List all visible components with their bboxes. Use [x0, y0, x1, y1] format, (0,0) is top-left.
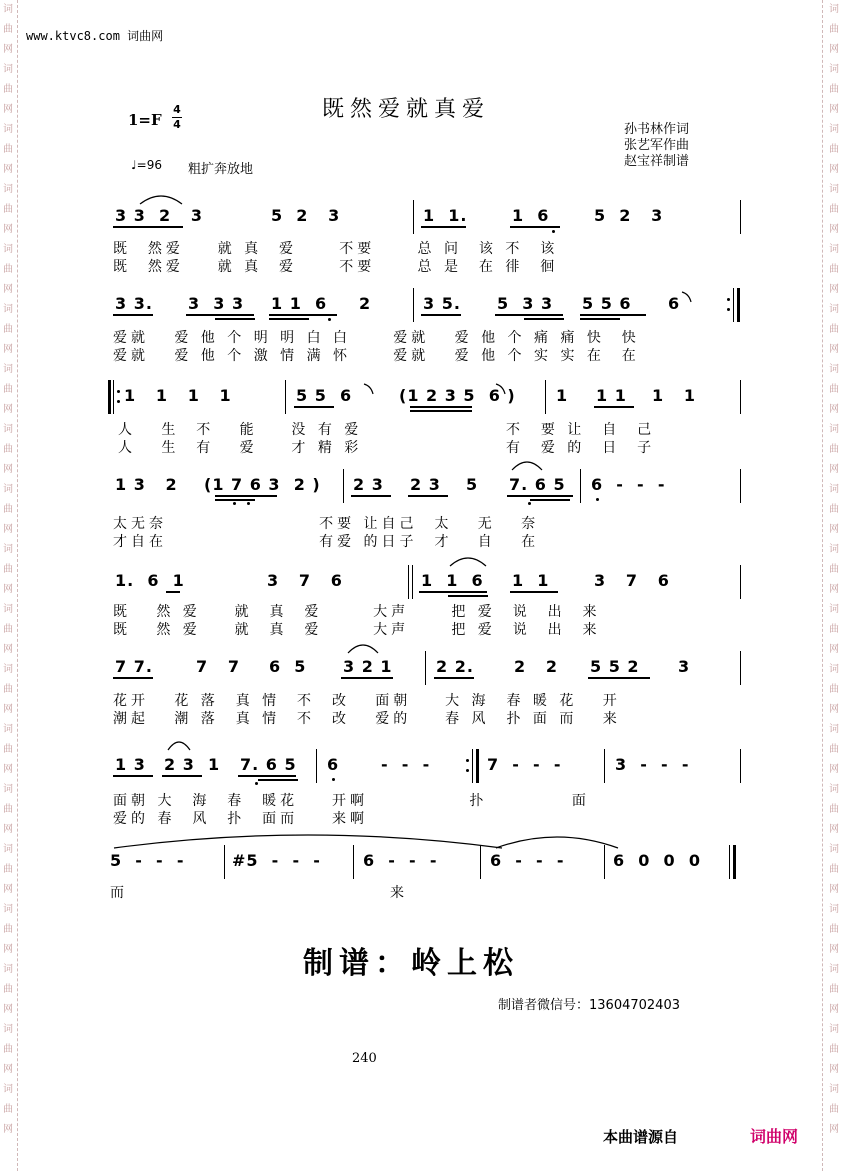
lyricist-credit: 孙书林作词 — [624, 122, 690, 137]
composer-credit: 张艺军作曲 — [624, 138, 690, 153]
lyrics-8-verse-1: 而 来 — [110, 885, 408, 901]
key-signature: 1=F — [128, 111, 162, 129]
edge-watermark-char: 曲 — [829, 744, 839, 755]
measure-6-7: 5 5 2 — [590, 657, 640, 676]
source-label: 本曲谱源自 — [603, 1128, 679, 1146]
measure-6-4: 3 2 1 — [343, 657, 393, 676]
edge-watermark-char: 网 — [829, 644, 839, 655]
edge-watermark-char: 网 — [829, 944, 839, 955]
edge-watermark-char: 词 — [829, 1084, 839, 1095]
song-title: 既然爱就真爱 — [322, 97, 491, 122]
measure-7-3: 1 — [208, 755, 221, 774]
edge-watermark-char: 曲 — [829, 624, 839, 635]
lyrics-1-verse-2: 既 然爱 就 真 爱 不要 总 是 在 徘 徊 — [113, 259, 559, 275]
measure-4-6: 7. 6 5 — [509, 475, 566, 494]
edge-watermark-char: 曲 — [829, 84, 839, 95]
edge-watermark-char: 曲 — [829, 504, 839, 515]
edge-watermark-char: 词 — [3, 124, 13, 135]
edge-watermark-char: 词 — [3, 844, 13, 855]
edge-watermark-char: 词 — [829, 244, 839, 255]
edge-watermark-char: 词 — [829, 484, 839, 495]
edge-watermark-char: 词 — [3, 724, 13, 735]
measure-8-2: #5 - - - — [232, 851, 321, 870]
edge-watermark-char: 网 — [829, 1124, 839, 1135]
edge-watermark-char: 词 — [3, 364, 13, 375]
edge-watermark-char: 网 — [829, 344, 839, 355]
edge-watermark-char: 词 — [829, 184, 839, 195]
lyrics-5-verse-2: 既 然 爱 就 真 爱 大声 把 爱 说 出 来 — [113, 622, 601, 638]
measure-3-5: 1 1 — [596, 386, 627, 405]
edge-watermark-char: 词 — [829, 304, 839, 315]
edge-watermark-char: 曲 — [3, 144, 13, 155]
edge-watermark-char: 曲 — [829, 384, 839, 395]
edge-watermark-char: 词 — [829, 544, 839, 555]
edge-watermark-char: 曲 — [829, 144, 839, 155]
left-edge-watermark — [0, 0, 16, 1171]
lyrics-3-verse-2: 人 生 有 爱 才 精 彩 有 爱 的 日 子 — [118, 440, 656, 456]
edge-watermark-char: 词 — [829, 904, 839, 915]
edge-watermark-char: 曲 — [829, 684, 839, 695]
edge-watermark-char: 词 — [3, 424, 13, 435]
lyrics-1-verse-1: 既 然爱 就 真 爱 不要 总 问 该 不 该 — [113, 241, 559, 257]
edge-watermark-char: 网 — [829, 404, 839, 415]
edge-watermark-char: 曲 — [829, 1104, 839, 1115]
measure-7-1: 1 3 — [115, 755, 146, 774]
measure-8-3: 6 - - - — [363, 851, 438, 870]
lyrics-4-verse-2: 才自在 有爱 的日子 才 自 在 — [113, 534, 540, 550]
edge-watermark-char: 曲 — [3, 324, 13, 335]
edge-watermark-char: 曲 — [829, 324, 839, 335]
measure-2-3: 1 1 6 — [271, 294, 328, 313]
edge-watermark-char: 曲 — [829, 864, 839, 875]
edge-watermark-char: 网 — [829, 884, 839, 895]
lyrics-5-verse-1: 既 然 爱 就 真 爱 大声 把 爱 说 出 来 — [113, 604, 601, 620]
edge-watermark-char: 网 — [3, 344, 13, 355]
edge-watermark-char: 词 — [3, 904, 13, 915]
measure-5-4: 1 1 — [512, 571, 550, 590]
edge-watermark-char: 曲 — [829, 984, 839, 995]
transcriber-credit: 赵宝祥制谱 — [624, 154, 690, 169]
edge-watermark-char: 曲 — [3, 384, 13, 395]
time-sig-bottom: 4 — [173, 118, 181, 131]
measure-2-8: 6 — [668, 294, 681, 313]
edge-watermark-char: 曲 — [829, 924, 839, 935]
measure-6-1: 7 7. — [115, 657, 153, 676]
edge-watermark-char: 网 — [3, 224, 13, 235]
measure-4-3: 2 3 — [353, 475, 384, 494]
edge-watermark-char: 网 — [3, 44, 13, 55]
edge-watermark-char: 曲 — [3, 1104, 13, 1115]
edge-watermark-char: 曲 — [3, 984, 13, 995]
measure-6-3: 6 5 — [269, 657, 307, 676]
edge-watermark-char: 网 — [829, 584, 839, 595]
edge-watermark-char: 网 — [3, 824, 13, 835]
measure-8-4: 6 - - - — [490, 851, 565, 870]
edge-watermark-char: 网 — [3, 284, 13, 295]
edge-watermark-char: 词 — [829, 664, 839, 675]
edge-watermark-char: 词 — [3, 304, 13, 315]
measure-5-5: 3 7 6 — [594, 571, 670, 590]
edge-watermark-char: 网 — [3, 164, 13, 175]
edge-watermark-char: 网 — [3, 404, 13, 415]
measure-6-2: 7 7 — [196, 657, 240, 676]
edge-watermark-char: 词 — [3, 4, 13, 15]
measure-2-7: 5 5 6 — [582, 294, 632, 313]
edge-watermark-char: 网 — [3, 944, 13, 955]
edge-watermark-char: 词 — [3, 184, 13, 195]
lyrics-2-verse-1: 爱就 爱 他 个 明 明 白 白 爱就 爱 他 个 痛 痛 快 快 — [113, 330, 640, 346]
measure-2-5: 3 5. — [423, 294, 461, 313]
measure-6-6: 2 2 — [514, 657, 558, 676]
edge-watermark-char: 网 — [829, 284, 839, 295]
credits — [624, 122, 689, 170]
measure-6-5: 2 2. — [436, 657, 474, 676]
measure-4-4: 2 3 — [410, 475, 441, 494]
edge-watermark-char: 网 — [829, 764, 839, 775]
edge-watermark-char: 网 — [3, 764, 13, 775]
edge-watermark-char: 词 — [3, 484, 13, 495]
edge-watermark-char: 词 — [829, 784, 839, 795]
edge-watermark-char: 曲 — [3, 864, 13, 875]
source-logo: 词曲网 — [750, 1127, 799, 1146]
measure-4-7: 6 - - - — [591, 475, 666, 494]
expression-mark: 粗扩奔放地 — [188, 162, 254, 177]
edge-watermark-char: 曲 — [3, 924, 13, 935]
edge-watermark-char: 网 — [3, 1124, 13, 1135]
edge-watermark-char: 网 — [829, 464, 839, 475]
measure-5-3: 1 1 6 — [421, 571, 484, 590]
measure-3-6: 1 1 — [652, 386, 696, 405]
edge-watermark-char: 曲 — [3, 24, 13, 35]
edge-watermark-char: 网 — [3, 644, 13, 655]
edge-watermark-char: 网 — [3, 1004, 13, 1015]
lyrics-6-verse-1: 花开 花 落 真 情 不 改 面朝 大 海 春 暖 花 开 — [113, 693, 621, 709]
lyrics-7-verse-1: 面朝 大 海 春 暖花 开啊 扑 面 — [113, 793, 590, 809]
edge-watermark-char: 词 — [829, 364, 839, 375]
measure-4-5: 5 — [466, 475, 479, 494]
edge-watermark-char: 词 — [3, 784, 13, 795]
edge-watermark-char: 曲 — [829, 564, 839, 575]
measure-4-1: 1 3 2 — [115, 475, 178, 494]
edge-watermark-char: 词 — [3, 664, 13, 675]
edge-watermark-char: 网 — [3, 584, 13, 595]
edge-watermark-char: 词 — [3, 964, 13, 975]
measure-4-2: (1 7 6 3 2 ) — [204, 475, 321, 494]
lyrics-3-verse-1: 人 生 不 能 没 有 爱 不 要 让 自 己 — [118, 422, 656, 438]
measure-7-4: 7. 6 5 — [240, 755, 297, 774]
edge-watermark-char: 曲 — [3, 204, 13, 215]
lyrics-6-verse-2: 潮起 潮 落 真 情 不 改 爱的 春 风 扑 面 而 来 — [113, 711, 621, 727]
edge-watermark-char: 曲 — [829, 264, 839, 275]
edge-watermark-char: 曲 — [829, 204, 839, 215]
edge-watermark-char: 网 — [3, 464, 13, 475]
edge-watermark-char: 词 — [3, 1024, 13, 1035]
measure-2-2: 3 3 3 — [188, 294, 245, 313]
edge-watermark-char: 词 — [3, 244, 13, 255]
edge-watermark-char: 网 — [829, 224, 839, 235]
measure-7-6: - - - — [381, 755, 431, 774]
measure-5-1: 1. 6 1 — [115, 571, 185, 590]
edge-watermark-char: 曲 — [3, 1044, 13, 1055]
measure-7-5: 6 — [327, 755, 340, 774]
edge-watermark-char: 网 — [829, 704, 839, 715]
edge-watermark-char: 网 — [3, 704, 13, 715]
edge-watermark-char: 网 — [829, 44, 839, 55]
edge-watermark-char: 曲 — [3, 624, 13, 635]
edge-watermark-char: 曲 — [3, 564, 13, 575]
lyrics-2-verse-2: 爱就 爱 他 个 激 情 满 怀 爱就 爱 他 个 实 实 在 在 — [113, 348, 640, 364]
edge-watermark-char: 曲 — [3, 444, 13, 455]
edge-watermark-char: 词 — [829, 64, 839, 75]
tempo-mark: ♩=96 — [131, 158, 162, 172]
measure-7-7: 7 - - - — [487, 755, 562, 774]
edge-watermark-char: 词 — [829, 1024, 839, 1035]
edge-watermark-char: 词 — [829, 724, 839, 735]
edge-watermark-char: 曲 — [829, 24, 839, 35]
edge-watermark-char: 曲 — [3, 264, 13, 275]
measure-7-2: 2 3 — [164, 755, 195, 774]
measure-1-2: 5 2 3 — [271, 206, 341, 225]
edge-watermark-char: 词 — [3, 64, 13, 75]
edge-watermark-char: 网 — [829, 104, 839, 115]
edge-watermark-char: 词 — [829, 124, 839, 135]
edge-watermark-char: 曲 — [3, 804, 13, 815]
edge-watermark-char: 网 — [3, 1064, 13, 1075]
measure-3-1: 1 1 1 1 — [124, 386, 232, 405]
edge-watermark-char: 网 — [3, 884, 13, 895]
edge-watermark-char: 曲 — [3, 504, 13, 515]
measure-1-3: 1 1. — [423, 206, 468, 225]
measure-3-2: 5 5 6 — [296, 386, 353, 405]
measure-8-5: 6 0 0 0 — [613, 851, 701, 870]
time-signature — [172, 104, 182, 131]
edge-watermark-char: 曲 — [829, 804, 839, 815]
measure-8-1: 5 - - - — [110, 851, 185, 870]
measure-3-4: 1 — [556, 386, 569, 405]
edge-watermark-char: 曲 — [3, 84, 13, 95]
edge-watermark-char: 曲 — [829, 1044, 839, 1055]
right-dashed-margin — [822, 0, 823, 1171]
edge-watermark-char: 曲 — [3, 744, 13, 755]
edge-watermark-char: 网 — [3, 104, 13, 115]
measure-2-1: 3 3. — [115, 294, 153, 313]
edge-watermark-char: 网 — [829, 524, 839, 535]
time-sig-top: 4 — [173, 103, 181, 116]
edge-watermark-char: 词 — [829, 424, 839, 435]
measure-1-1: 3 3 2 3 — [115, 206, 203, 225]
edge-watermark-char: 词 — [829, 844, 839, 855]
transcriber-signature: 制谱：岭上松 — [303, 946, 519, 981]
edge-watermark-char: 词 — [3, 544, 13, 555]
lyrics-4-verse-1: 太无奈 不要 让自己 太 无 奈 — [113, 516, 540, 532]
site-watermark: www.ktvc8.com 词曲网 — [26, 29, 164, 43]
edge-watermark-char: 网 — [3, 524, 13, 535]
measure-3-3: (1 2 3 5 6 ) — [399, 386, 516, 405]
edge-watermark-char: 词 — [3, 604, 13, 615]
edge-watermark-char: 网 — [829, 824, 839, 835]
edge-watermark-char: 词 — [829, 4, 839, 15]
edge-watermark-char: 网 — [829, 1064, 839, 1075]
measure-5-2: 3 7 6 — [267, 571, 343, 590]
measure-6-8: 3 — [678, 657, 691, 676]
measure-1-4: 1 6 — [512, 206, 550, 225]
edge-watermark-char: 词 — [829, 604, 839, 615]
edge-watermark-char: 词 — [3, 1084, 13, 1095]
edge-watermark-char: 网 — [829, 1004, 839, 1015]
lyrics-7-verse-2: 爱的 春 风 扑 面而 来啊 — [113, 811, 368, 827]
edge-watermark-char: 词 — [829, 964, 839, 975]
page-number: 240 — [352, 1051, 377, 1066]
edge-watermark-char: 网 — [829, 164, 839, 175]
edge-watermark-char: 曲 — [829, 444, 839, 455]
measure-2-4: 2 — [359, 294, 372, 313]
measure-2-6: 5 3 3 — [497, 294, 554, 313]
right-edge-watermark — [826, 0, 842, 1171]
edge-watermark-char: 曲 — [3, 684, 13, 695]
measure-7-8: 3 - - - — [615, 755, 690, 774]
left-dashed-margin — [17, 0, 18, 1171]
measure-1-5: 5 2 3 — [594, 206, 664, 225]
transcriber-wechat: 制谱者微信号：13604702403 — [498, 998, 680, 1013]
